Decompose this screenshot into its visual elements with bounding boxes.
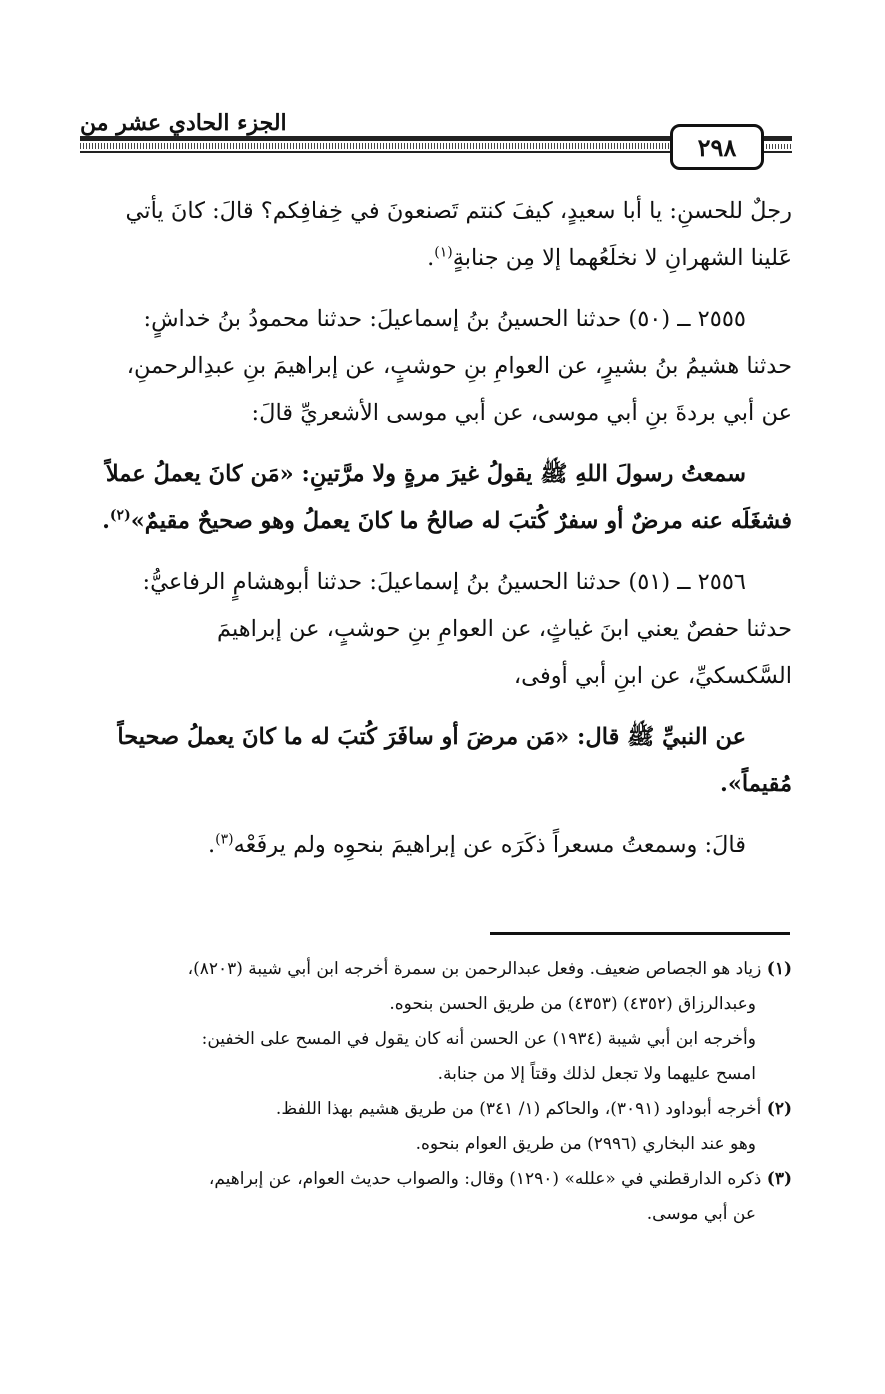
footnote-line: وهو عند البخاري (٢٩٩٦) من طريق العوام بنحوه. bbox=[415, 1134, 756, 1154]
text-line: حدثنا حفصٌ يعني ابنَ غياثٍ، عن العوامِ بنِ حوشبٍ، عن إبراهيمَ bbox=[217, 616, 792, 642]
text-line: حدثنا هشيمُ بنُ بشيرٍ، عن العوامِ بنِ حوشبٍ، عن إبراهيمَ بنِ عبدِالرحمنِ، bbox=[126, 353, 792, 379]
text-line: سمعتُ رسولَ اللهِ ﷺ يقولُ غيرَ مرةٍ ولا مرَّتينِ: «مَن كانَ يعملُ عملاً bbox=[105, 461, 746, 487]
footnote-ref[interactable]: (٣) bbox=[215, 831, 234, 848]
footnote-2 bbox=[80, 1092, 792, 1127]
footnote-line: أخرجه أبوداود (٣٠٩١)، والحاكم (١/ ٣٤١) من طريق هشيم بهذا اللفظ. bbox=[275, 1099, 762, 1119]
footnote-line: ذكره الدارقطني في «علله» (١٢٩٠) وقال: والصواب حديث العوام، عن إبراهيم، bbox=[208, 1169, 762, 1189]
footnote-1-cont bbox=[80, 1057, 792, 1092]
text-line: فشغَلَه عنه مرضٌ أو سفرٌ كُتبَ له صالحُ ما كانَ يعملُ وهو صحيحٌ مقيمٌ» bbox=[130, 508, 792, 534]
footnote-line: زياد هو الجصاص ضعيف. وفعل عبدالرحمن بن سمرة أخرجه ابن أبي شيبة (٨٢٠٣)، bbox=[187, 959, 762, 979]
footnote-line: وعبدالرزاق (٤٣٥٢) (٤٣٥٣) من طريق الحسن بنحوه. bbox=[389, 994, 756, 1014]
footnote-separator bbox=[490, 932, 790, 935]
text-line: مُقيماً». bbox=[720, 771, 792, 797]
header-rule-right-hatched bbox=[760, 144, 792, 149]
footnote-3-cont bbox=[80, 1197, 792, 1232]
footnote-ref[interactable]: (١) bbox=[434, 244, 453, 261]
text-line: عن النبيِّ ﷺ قال: «مَن مرضَ أو سافَرَ كُتبَ له ما كانَ يعملُ صحيحاً bbox=[117, 724, 746, 750]
paragraph-2556 bbox=[80, 559, 792, 700]
footnote-1 bbox=[80, 952, 792, 987]
running-title: الجزء الحادي عشر من bbox=[80, 110, 287, 136]
paragraph-closing: قالَ: وسمعتُ مسعراً ذكَرَه عن إبراهيمَ بنحوِه ولم يرفَعْه$^{(٣)}$. bbox=[207, 831, 746, 858]
footnotes bbox=[80, 952, 792, 1232]
text-line: عَلينا الشهرانِ لا نخلَعُهما إلا مِن جنابةٍ bbox=[452, 245, 792, 271]
text-line: ٢٥٥٥ ــ (٥٠) حدثنا الحسينُ بنُ إسماعيلَ: حدثنا محمودُ بنُ خداشٍ: bbox=[143, 306, 746, 332]
text-line: ٢٥٥٦ ــ (٥١) حدثنا الحسينُ بنُ إسماعيلَ: حدثنا أبوهشامٍ الرفاعيُّ: bbox=[142, 569, 746, 595]
hadith-2556 bbox=[80, 714, 792, 808]
footnote-1-cont bbox=[80, 987, 792, 1022]
page-number bbox=[670, 124, 764, 170]
text-line: عن أبي بردةَ بنِ أبي موسى، عن أبي موسى الأشعريِّ قالَ: bbox=[251, 400, 792, 426]
footnote-line: امسح عليهما ولا تجعل لذلك وقتاً إلا من جنابة. bbox=[437, 1064, 756, 1084]
hadith-2555: سمعتُ رسولَ اللهِ ﷺ يقولُ غيرَ مرةٍ ولا مرَّتينِ: «مَن كانَ يعملُ عملاً فشغَلَه عنه مرضٌ أو سفرٌ كُتبَ له صالحُ ما كانَ يعملُ وهو صحيحٌ مقيمٌ»$^{(٢)}$. bbox=[102, 461, 792, 534]
header-rule-thin bbox=[80, 151, 670, 153]
header-rule bbox=[80, 136, 670, 141]
footnote-ref[interactable]: (٢) bbox=[109, 507, 131, 524]
page-number-text: ٢٩٨ bbox=[697, 132, 737, 162]
footnote-1-cont bbox=[80, 1022, 792, 1057]
header-rule-right bbox=[760, 136, 792, 141]
footnote-number: (٢) bbox=[766, 1099, 792, 1119]
paragraph-1: رجلٌ للحسنِ: يا أبا سعيدٍ، كيفَ كنتم تَصنعونَ في خِفافِكم؟ قالَ: كانَ يأتي عَلينا الشهرانِ لا نخلَعُهما إلا مِن جنابةٍ$^{(١)}$. bbox=[125, 198, 792, 271]
text-line: قالَ: وسمعتُ مسعراً ذكَرَه عن إبراهيمَ بنحوِه ولم يرفَعْه bbox=[233, 832, 746, 858]
text-line: رجلٌ للحسنِ: يا أبا سعيدٍ، كيفَ كنتم تَصنعونَ في خِفافِكم؟ قالَ: كانَ يأتي bbox=[125, 198, 792, 224]
header-rule-right-thin bbox=[760, 151, 792, 153]
paragraph-2555 bbox=[80, 296, 792, 437]
text-line: السَّكسكيِّ، عن ابنِ أبي أوفى، bbox=[513, 663, 792, 689]
footnote-number: (٣) bbox=[766, 1169, 792, 1189]
footnote-3 bbox=[80, 1162, 792, 1197]
main-text bbox=[80, 188, 792, 869]
header-rule-hatched bbox=[80, 143, 670, 149]
footnote-line: عن أبي موسى. bbox=[646, 1204, 756, 1224]
footnote-line: وأخرجه ابن أبي شيبة (١٩٣٤) عن الحسن أنه كان يقول في المسح على الخفين: bbox=[201, 1029, 756, 1049]
footnote-2-cont bbox=[80, 1127, 792, 1162]
footnote-number: (١) bbox=[766, 959, 792, 979]
page-header bbox=[80, 108, 792, 170]
